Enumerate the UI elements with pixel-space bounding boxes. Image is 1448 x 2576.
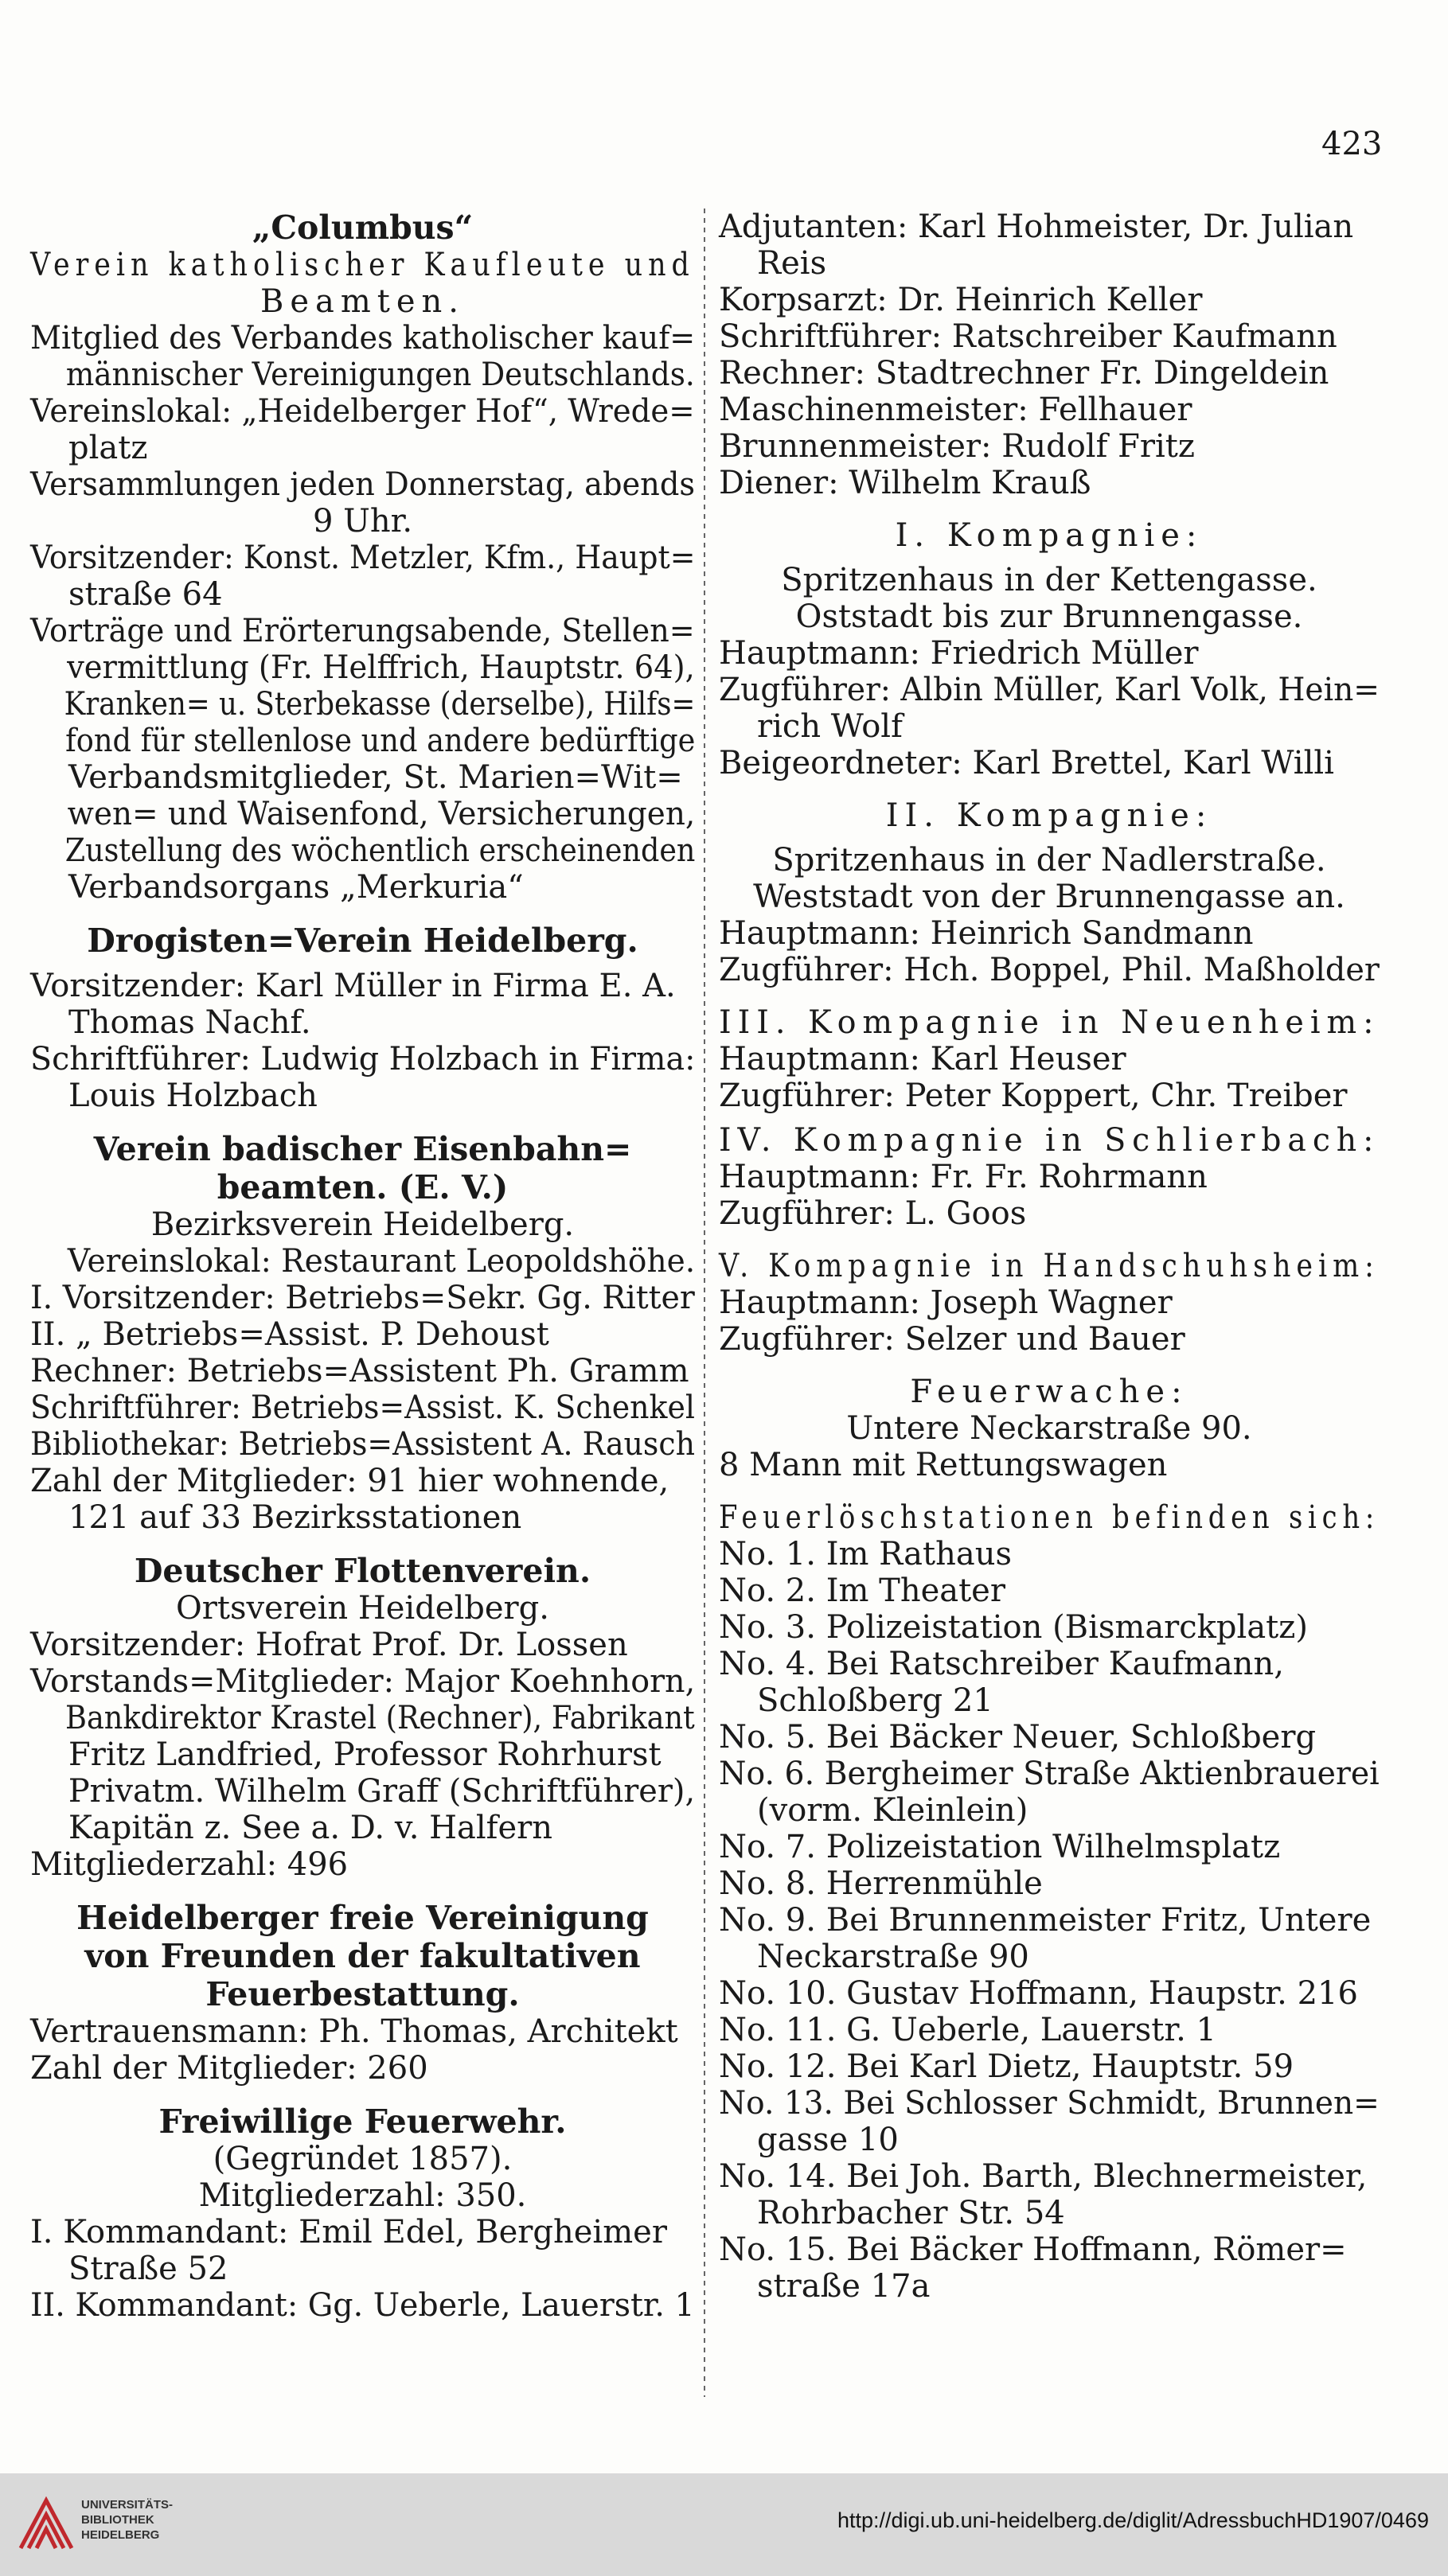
text-line: Mitgliederzahl: 350. <box>198 2177 527 2214</box>
text-line: Kapitän z. See a. D. v. Halfern <box>68 1810 553 1846</box>
text-line: Ortsverein Heidelberg. <box>176 1590 549 1627</box>
text-line: Schriftführer: Betriebs=Assist. K. Schenkel <box>30 1389 695 1426</box>
text-line: No. 12. Bei Karl Dietz, Hauptstr. 59 <box>719 2048 1294 2085</box>
text-line: I. Kompagnie: <box>895 517 1204 554</box>
text-line: Zugführer: Selzer und Bauer <box>719 1321 1185 1358</box>
text-line: Zugführer: Peter Koppert, Chr. Treiber <box>719 1078 1348 1114</box>
text-line: Beamten. <box>260 283 466 320</box>
text-line: Straße 52 <box>68 2251 228 2287</box>
text-line: 121 auf 33 Bezirksstationen <box>68 1499 522 1536</box>
text-line: No. 1. Im Rathaus <box>719 1536 1012 1572</box>
text-line: Verbandsorgans „Merkuria“ <box>68 869 524 906</box>
section-heading: Verein badischer Eisenbahn= <box>93 1130 632 1168</box>
text-line: No. 5. Bei Bäcker Neuer, Schloßberg <box>719 1719 1317 1756</box>
text-line: Hauptmann: Joseph Wagner <box>719 1284 1173 1321</box>
column-divider <box>704 208 705 2397</box>
text-line: wen= und Waisenfond, Versicherungen, <box>67 796 696 832</box>
text-line: Vorstands=Mitglieder: Major Koehnhorn, <box>30 1663 696 1700</box>
text-line: Brunnenmeister: Rudolf Fritz <box>719 428 1195 465</box>
text-line: gasse 10 <box>757 2122 899 2158</box>
text-line: Spritzenhaus in der Kettengasse. <box>781 562 1317 598</box>
text-line: Hauptmann: Heinrich Sandmann <box>719 915 1254 952</box>
page-number: 423 <box>1321 126 1383 162</box>
text-line: Vereinslokal: Restaurant Leopoldshöhe. <box>67 1243 696 1280</box>
text-line: Neckarstraße 90 <box>757 1939 1029 1975</box>
text-line: vermittlung (Fr. Helffrich, Hauptstr. 64), <box>67 649 695 686</box>
text-line: Diener: Wilhelm Krauß <box>719 465 1091 501</box>
text-line: (vorm. Kleinlein) <box>757 1792 1028 1829</box>
footer-bar <box>0 2473 1448 2576</box>
text-line: No. 2. Im Theater <box>719 1572 1005 1609</box>
text-line: Schriftführer: Ludwig Holzbach in Firma: <box>30 1041 696 1078</box>
text-line: Privatm. Wilhelm Graff (Schriftführer), <box>68 1773 696 1810</box>
text-line: rich Wolf <box>757 708 903 745</box>
text-line: No. 14. Bei Joh. Barth, Blechnermeister, <box>719 2158 1368 2195</box>
text-line: Zugführer: Albin Müller, Karl Volk, Hein= <box>719 672 1380 708</box>
left-column <box>30 208 695 2324</box>
text-line: Hauptmann: Fr. Fr. Rohrmann <box>719 1159 1208 1195</box>
text-line: Vorsitzender: Konst. Metzler, Kfm., Haupt= <box>30 540 696 576</box>
library-logo-text <box>81 2497 173 2543</box>
logo-text-line: UNIVERSITÄTS- <box>81 2498 174 2512</box>
right-column <box>719 208 1380 2305</box>
text-line: No. 4. Bei Ratschreiber Kaufmann, <box>719 1646 1284 1682</box>
text-line: 8 Mann mit Rettungswagen <box>719 1447 1168 1483</box>
text-line: III. Kompagnie in Neuenheim: <box>719 1004 1380 1041</box>
section-heading: Freiwillige Feuerwehr. <box>158 2102 567 2141</box>
text-line: IV. Kompagnie in Schlierbach: <box>719 1122 1380 1159</box>
section-heading: „Columbus“ <box>252 208 474 247</box>
text-line: Vertrauensmann: Ph. Thomas, Architekt <box>30 2013 678 2050</box>
section-heading: Drogisten=Verein Heidelberg. <box>87 922 638 960</box>
text-line: Rechner: Stadtrechner Fr. Dingeldein <box>719 355 1329 392</box>
text-line: II. „ Betriebs=Assist. P. Dehoust <box>30 1316 549 1353</box>
text-line: Korpsarzt: Dr. Heinrich Keller <box>719 282 1203 318</box>
text-line: Untere Neckarstraße 90. <box>846 1410 1252 1447</box>
text-line: (Gegründet 1857). <box>213 2141 513 2177</box>
library-logo-icon <box>14 2492 78 2556</box>
text-line: Beigeordneter: Karl Brettel, Karl Willi <box>719 745 1334 781</box>
section-heading: Heidelberger freie Vereinigung <box>76 1899 649 1937</box>
section-heading: Feuerbestattung. <box>205 1975 520 2013</box>
text-line: Hauptmann: Karl Heuser <box>719 1041 1126 1078</box>
text-line: Schloßberg 21 <box>757 1682 993 1719</box>
text-line: I. Vorsitzender: Betriebs=Sekr. Gg. Ritter <box>30 1280 695 1316</box>
source-url-link[interactable]: http://digi.ub.uni-heidelberg.de/diglit/AdressbuchHD1907/0469 <box>837 2508 1429 2532</box>
text-line: Verein katholischer Kaufleute und <box>30 247 695 283</box>
section-heading: von Freunden der fakultativen <box>84 1937 641 1975</box>
text-line: Louis Holzbach <box>68 1078 318 1114</box>
logo-text-line: HEIDELBERG <box>81 2528 160 2542</box>
text-line: Bezirksverein Heidelberg. <box>150 1206 575 1243</box>
text-line: Fritz Landfried, Professor Rohrhurst <box>68 1736 662 1773</box>
text-line: Schriftführer: Ratschreiber Kaufmann <box>719 318 1337 355</box>
text-line: Vorträge und Erörterungsabende, Stellen= <box>30 613 695 649</box>
text-line: Vorsitzender: Karl Müller in Firma E. A. <box>30 968 676 1004</box>
text-line: Mitglied des Verbandes katholischer kauf= <box>30 320 696 357</box>
text-line: II. Kommandant: Gg. Ueberle, Lauerstr. 1 <box>30 2287 695 2324</box>
text-line: Feuerwache: <box>910 1374 1188 1410</box>
text-line: No. 11. G. Ueberle, Lauerstr. 1 <box>719 2012 1216 2048</box>
text-line: Zugführer: Hch. Boppel, Phil. Maßholder <box>719 952 1380 988</box>
text-line: V. Kompagnie in Handschuhsheim: <box>719 1248 1380 1284</box>
text-line: Kranken= u. Sterbekasse (derselbe), Hilfs= <box>64 686 696 723</box>
text-line: No. 13. Bei Schlosser Schmidt, Brunnen= <box>719 2085 1380 2122</box>
text-line: Versammlungen jeden Donnerstag, abends <box>30 466 696 503</box>
text-line: Zugführer: L. Goos <box>719 1195 1027 1232</box>
text-line: fond für stellenlose und andere bedürftige <box>65 723 696 759</box>
text-line: I. Kommandant: Emil Edel, Bergheimer <box>30 2214 667 2251</box>
text-line: Zustellung des wöchentlich erscheinenden <box>64 832 696 869</box>
text-line: No. 8. Herrenmühle <box>719 1865 1043 1902</box>
text-line: No. 6. Bergheimer Straße Aktienbrauerei <box>719 1756 1380 1792</box>
text-line: straße 17a <box>757 2268 931 2305</box>
text-line: Bibliothekar: Betriebs=Assistent A. Rausch <box>30 1426 695 1463</box>
section-heading: beamten. (E. V.) <box>217 1168 509 1206</box>
text-line: Spritzenhaus in der Nadlerstraße. <box>772 842 1326 879</box>
text-line: No. 7. Polizeistation Wilhelmsplatz <box>719 1829 1281 1865</box>
text-line: No. 3. Polizeistation (Bismarckplatz) <box>719 1609 1308 1646</box>
text-line: No. 15. Bei Bäcker Hoffmann, Römer= <box>719 2231 1347 2268</box>
text-line: männischer Vereinigungen Deutschlands. <box>65 357 695 393</box>
text-line: Adjutanten: Karl Hohmeister, Dr. Julian <box>719 208 1354 245</box>
text-line: Hauptmann: Friedrich Müller <box>719 635 1199 672</box>
text-line: Reis <box>757 245 827 282</box>
text-line: straße 64 <box>68 576 223 613</box>
text-line: Maschinenmeister: Fellhauer <box>719 392 1192 428</box>
text-line: Mitgliederzahl: 496 <box>30 1846 349 1883</box>
text-line: No. 9. Bei Brunnenmeister Fritz, Untere <box>719 1902 1372 1939</box>
text-line: II. Kompagnie: <box>885 797 1213 834</box>
text-line: Oststadt bis zur Brunnengasse. <box>795 598 1303 635</box>
text-line: Vereinslokal: „Heidelberger Hof“, Wrede= <box>30 393 695 430</box>
text-line: Feuerlöschstationen befinden sich: <box>719 1499 1380 1536</box>
text-line: Thomas Nachf. <box>68 1004 311 1041</box>
text-line: 9 Uhr. <box>312 503 413 540</box>
logo-text-line: BIBLIOTHEK <box>81 2513 154 2527</box>
text-line: Bankdirektor Krastel (Rechner), Fabrikant <box>64 1700 695 1736</box>
text-line: Vorsitzender: Hofrat Prof. Dr. Lossen <box>30 1627 628 1663</box>
text-line: Rechner: Betriebs=Assistent Ph. Gramm <box>30 1353 689 1389</box>
text-line: Rohrbacher Str. 54 <box>757 2195 1065 2231</box>
text-line: No. 10. Gustav Hoffmann, Haupstr. 216 <box>719 1975 1358 2012</box>
text-line: Weststadt von der Brunnengasse an. <box>753 879 1345 915</box>
text-line: Zahl der Mitglieder: 91 hier wohnende, <box>30 1463 669 1499</box>
section-heading: Deutscher Flottenverein. <box>134 1552 591 1590</box>
text-line: platz <box>68 430 148 466</box>
text-line: Verbandsmitglieder, St. Marien=Wit= <box>68 759 683 796</box>
text-line: Zahl der Mitglieder: 260 <box>30 2050 428 2087</box>
